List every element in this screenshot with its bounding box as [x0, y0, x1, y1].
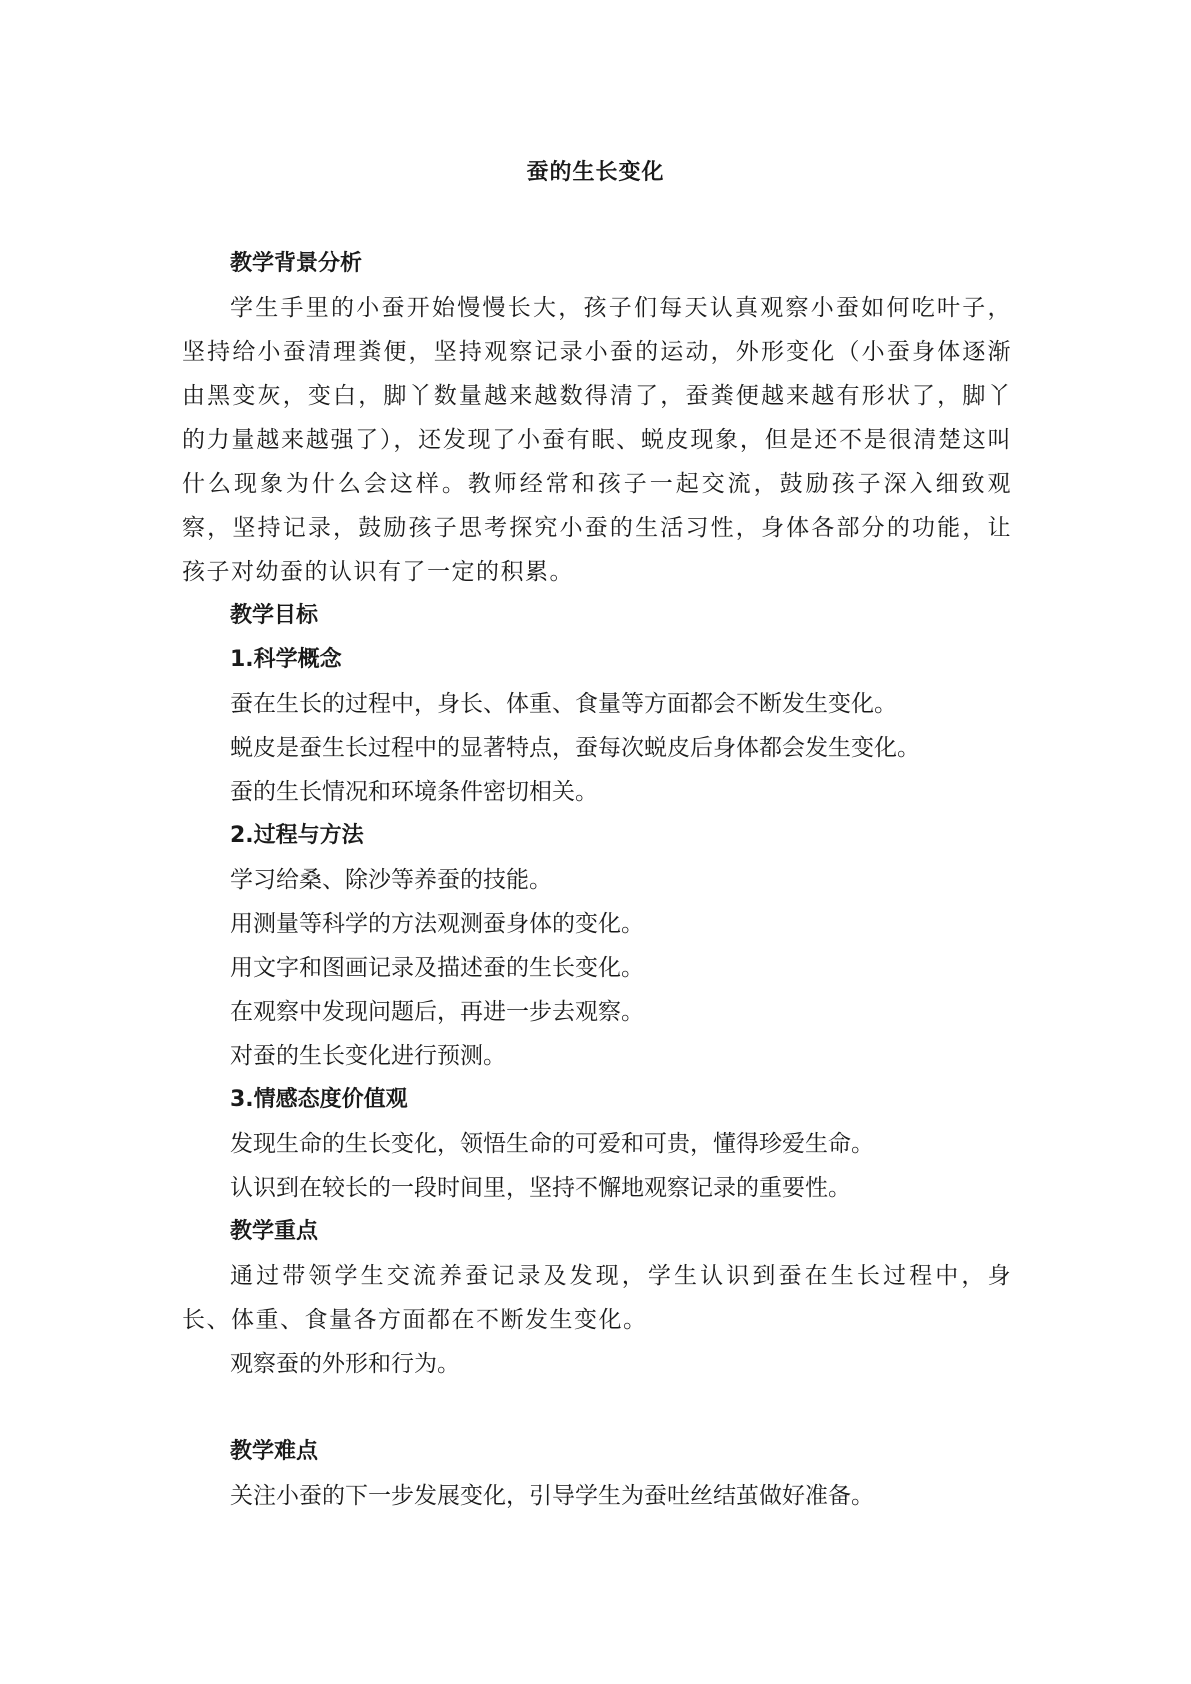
process-item: 学习给桑、除沙等养蚕的技能。: [230, 867, 552, 893]
document-body: [182, 242, 1012, 1518]
concept-item: 蚕的生长情况和环境条件密切相关。: [230, 779, 598, 805]
section-heading-key-points: 教学重点: [230, 1219, 319, 1244]
section-heading-goals: 教学目标: [230, 603, 319, 628]
process-item: 对蚕的生长变化进行预测。: [230, 1043, 506, 1069]
key-points-item: 观察蚕的外形和行为。: [230, 1351, 460, 1377]
concept-item: 蚕在生长的过程中，身长、体重、食量等方面都会不断发生变化。: [230, 691, 897, 717]
process-item: 在观察中发现问题后，再进一步去观察。: [230, 999, 644, 1025]
spacer: [182, 1386, 1012, 1430]
key-points-paragraph: 通过带领学生交流养蚕记录及发现，学生认识到蚕在生长过程中，身长、体重、食量各方面都在不断发生变化。: [182, 1263, 1012, 1333]
subheading-process-method: 2.过程与方法: [230, 823, 364, 848]
difficulty-item: 关注小蚕的下一步发展变化，引导学生为蚕吐丝结茧做好准备。: [230, 1483, 874, 1509]
document-title: 蚕的生长变化: [526, 160, 665, 185]
section-heading-difficulty: 教学难点: [230, 1439, 319, 1464]
subheading-science-concept: 1.科学概念: [230, 647, 342, 672]
concept-item: 蜕皮是蚕生长过程中的显著特点，蚕每次蜕皮后身体都会发生变化。: [230, 735, 920, 761]
subheading-attitude-values: 3.情感态度价值观: [230, 1087, 408, 1112]
process-item: 用测量等科学的方法观测蚕身体的变化。: [230, 911, 644, 937]
attitude-item: 认识到在较长的一段时间里，坚持不懈地观察记录的重要性。: [230, 1175, 851, 1201]
background-paragraph: 学生手里的小蚕开始慢慢长大，孩子们每天认真观察小蚕如何吃叶子，坚持给小蚕清理粪便，坚持观察记录小蚕的运动，外形变化（小蚕身体逐渐由黑变灰，变白，脚丫数量越来越数得清了，蚕粪便越来越有形状了，脚丫的力量越来越强了），还发现了小蚕有眠、蜕皮现象，但是还不是很清楚这叫什么现象为什么会这样。教师经常和孩子一起交流，鼓励孩子深入细致观察，坚持记录，鼓励孩子思考探究小蚕的生活习性，身体各部分的功能，让孩子对幼蚕的认识有了一定的积累。: [182, 295, 1012, 585]
process-item: 用文字和图画记录及描述蚕的生长变化。: [230, 955, 644, 981]
attitude-item: 发现生命的生长变化，领悟生命的可爱和可贵，懂得珍爱生命。: [230, 1131, 874, 1157]
section-heading-background: 教学背景分析: [230, 251, 363, 276]
